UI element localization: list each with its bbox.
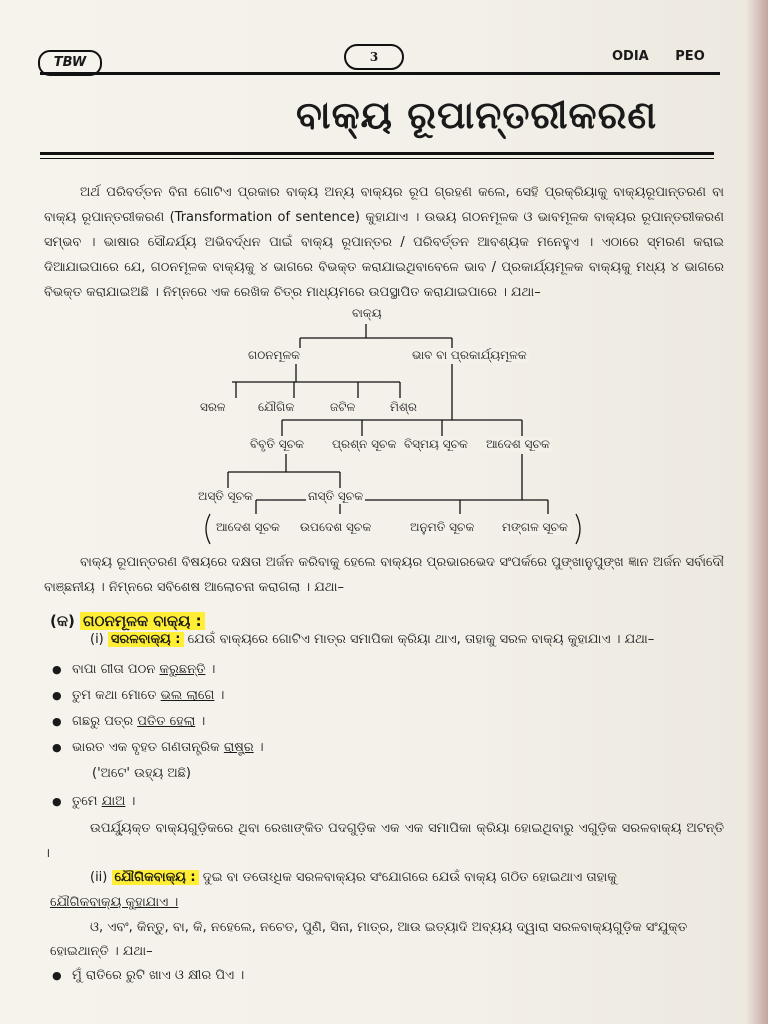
conjunctions-line-cont: ହୋଇଥାନ୍ତି । ଯଥା– [50, 944, 153, 959]
compound-definition: ଦୁଇ ବା ତତୋଽଧିକ ସରଳବାକ୍ୟର ସଂଯୋଗରେ ଯେଉଁ ବାକ୍ୟ ଗଠିତ ହୋଇଥାଏ ତାହାକୁ [202, 870, 617, 885]
tree-node-negative: ନାସ୍ତି ସୂଚକ [308, 489, 364, 503]
tree-node-advice: ଉପଦେଶ ସୂଚକ [300, 520, 372, 534]
simple-definition: ଯେଉଁ ବାକ୍ୟରେ ଗୋଟିଏ ମାତ୍ର ସମାପିକା କ୍ରିୟା ଥାଏ, ତାହାକୁ ସରଳ ବାକ୍ୟ କୁହାଯାଏ । ଯଥା– [187, 632, 655, 647]
example-note: ('ଅଟେ' ଉହ୍ୟ ଅଛି) [92, 766, 191, 781]
tree-node-statement: ବିବୃତି ସୂଚକ [250, 437, 304, 451]
simple-marker: (i) [90, 632, 104, 647]
tree-node-mixed: ମିଶ୍ର [390, 400, 418, 414]
tree-structural: ଗଠନମୂଳକ [248, 348, 300, 362]
compound-definition-cont: ଯୌଗିକବାକ୍ୟ କୁହାଯାଏ । [50, 895, 179, 910]
tree-node-question: ପ୍ରଶ୍ନ ସୂଚକ [332, 437, 397, 451]
compound-term: ଯୌଗିକବାକ୍ୟ : [112, 870, 199, 885]
tree-functional: ଭାବ ବା ପ୍ରକାର୍ଯ୍ୟମୂଳକ [412, 348, 527, 362]
tree-node-command: ଆଦେଶ ସୂଚକ [216, 520, 280, 534]
section-marker: (କ) [50, 612, 75, 630]
compound-marker: (ii) [90, 870, 108, 885]
tree-node-exclamation: ବିସ୍ମୟ ସୂଚକ [404, 437, 468, 451]
tree-node-permission: ଅନୁମତି ସୂଚକ [410, 520, 475, 534]
tree-node-blessing: ମଙ୍ଗଳ ସୂଚକ [502, 520, 568, 534]
list-item: ● ବାପା ଗୀତା ପଠନ କରୁଛନ୍ତି । [72, 662, 215, 677]
tree-node-complex: ଜଟିଳ [330, 400, 356, 414]
compound-sentence-definition [90, 870, 617, 885]
list-item: ● ଗଛରୁ ପତ୍ର ପତିତ ହେଲା । [72, 714, 205, 729]
tree-node-simple: ସରଳ [200, 400, 226, 414]
subject-label: ODIA [612, 49, 649, 64]
simple-term: ସରଳବାକ୍ୟ : [108, 632, 184, 647]
page-title: ବାକ୍ୟ ରୂପାନ୍ତରୀକରଣ [296, 92, 658, 137]
paper-label: PEO [675, 49, 705, 64]
tree-node-compound: ଯୌଗିକ [258, 400, 295, 414]
list-item: ● ଭାରତ ଏକ ବୃହତ ଗଣତାନ୍ତ୍ରିକ ରାଷ୍ଟ୍ର । [72, 740, 264, 755]
section-title: ଗଠନମୂଳକ ବାକ୍ୟ : [80, 612, 205, 630]
tree-node-imperative: ଆଦେଶ ସୂଚକ [486, 437, 550, 451]
tree-root: ବାକ୍ୟ [352, 306, 382, 320]
publisher-logo: TBW [38, 50, 102, 76]
tree-bracket [576, 514, 580, 544]
list-item: ● ତୁମେ ଯାଅ । [72, 794, 135, 809]
list-item: ● ମୁଁ ରାତିରେ ରୁଟି ଖାଏ ଓ କ୍ଷୀର ପିଏ । [72, 968, 244, 983]
tree-node-affirmative: ଅସ୍ତି ସୂଚକ [198, 489, 253, 503]
page-number: 3 [344, 44, 404, 70]
section-k-heading [50, 612, 205, 630]
list-item: ● ତୁମ କଥା ମୋତେ ଭଲ ଲାଗେ । [72, 688, 224, 703]
conjunctions-line: ଓ, ଏବଂ, କିନ୍ତୁ, ବା, କି, ନହେଲେ, ନଚେତ, ପୁଣି, ସିନା, ମାତ୍ର, ଆଉ ଇତ୍ୟାଦି ଅବ୍ୟୟ ଦ୍ୱାରା ସରଳବାକ୍ୟଗୁଡ଼ିକ ସଂଯୁକ୍ତ [90, 920, 688, 935]
paragraph-2: ବାକ୍ୟ ରୂପାନ୍ତରଣ ବିଷୟରେ ଦକ୍ଷତା ଅର୍ଜନ କରିବାକୁ ହେଲେ ବାକ୍ୟର ପ୍ରଭାରଭେଦ ସଂପର୍କରେ ପୁଙ୍ଖାନୁପୁଙ୍ଖ ଜ୍ଞାନ ଅର୍ଜନ ସର୍ବାଦୌ ବାଞ୍ଛନୀୟ । ନିମ୍ନରେ ସବିଶେଷ ଆଲୋଚନା କରାଗଲା । ଯଥା– [44, 555, 724, 595]
tree-bracket [206, 514, 210, 544]
simple-sentence-definition [90, 632, 654, 647]
paragraph-3: ଉପର୍ଯ୍ୟୁକ୍ତ ବାକ୍ୟଗୁଡ଼ିକରେ ଥିବା ରେଖାଙ୍କିତ ପଦଗୁଡ଼ିକ ଏକ ଏକ ସମାପିକା କ୍ରିୟା ହୋଇଥିବାରୁ ଏଗୁଡ଼ିକ ସରଳବାକ୍ୟ ଅଟନ୍ତି । [44, 821, 724, 861]
intro-paragraph: ଅର୍ଥ ପରିବର୍ତ୍ତନ ବିନା ଗୋଟିଏ ପ୍ରକାର ବାକ୍ୟ ଅନ୍ୟ ବାକ୍ୟର ରୂପ ଗ୍ରହଣ କଲେ, ସେହି ପ୍ରକ୍ରିୟାକୁ ବାକ୍ୟରୂପାନ୍ତରଣ ବା ବାକ୍ୟ ରୂପାନ୍ତରୀକରଣ (Transformation of sentence) କୁହାଯାଏ । ଉଭୟ ଗଠନମୂଳକ ଓ ଭାବମୂଳକ ବାକ୍ୟର ରୂପାନ୍ତରୀକରଣ ସମ୍ଭବ । ଭାଷାର ସୌନ୍ଦର୍ଯ୍ୟ ଅଭିବର୍ଦ୍ଧନ ପାଇଁ ବାକ୍ୟ ରୂପାନ୍ତର / ପରିବର୍ତ୍ତନ ଆବଶ୍ୟକ ମନେହୁଏ । ଏଠାରେ ସ୍ମରଣ କରାଇ ଦିଆଯାଇପାରେ ଯେ, ଗଠନମୂଳକ ବାକ୍ୟକୁ ୪ ଭାଗରେ ବିଭକ୍ତ କରାଯାଇଥିବାବେଳେ ଭାବ / ପ୍ରକାର୍ଯ୍ୟମୂଳକ ବାକ୍ୟକୁ ମଧ୍ୟ ୪ ଭାଗରେ ବିଭକ୍ତ କରାଯାଇଅଛି । ନିମ୍ନରେ ଏକ ରେଖିକ ଚିତ୍ର ମାଧ୍ୟମରେ ଉପସ୍ଥାପିତ କରାଯାଇପାରେ । ଯଥା– [44, 185, 724, 300]
